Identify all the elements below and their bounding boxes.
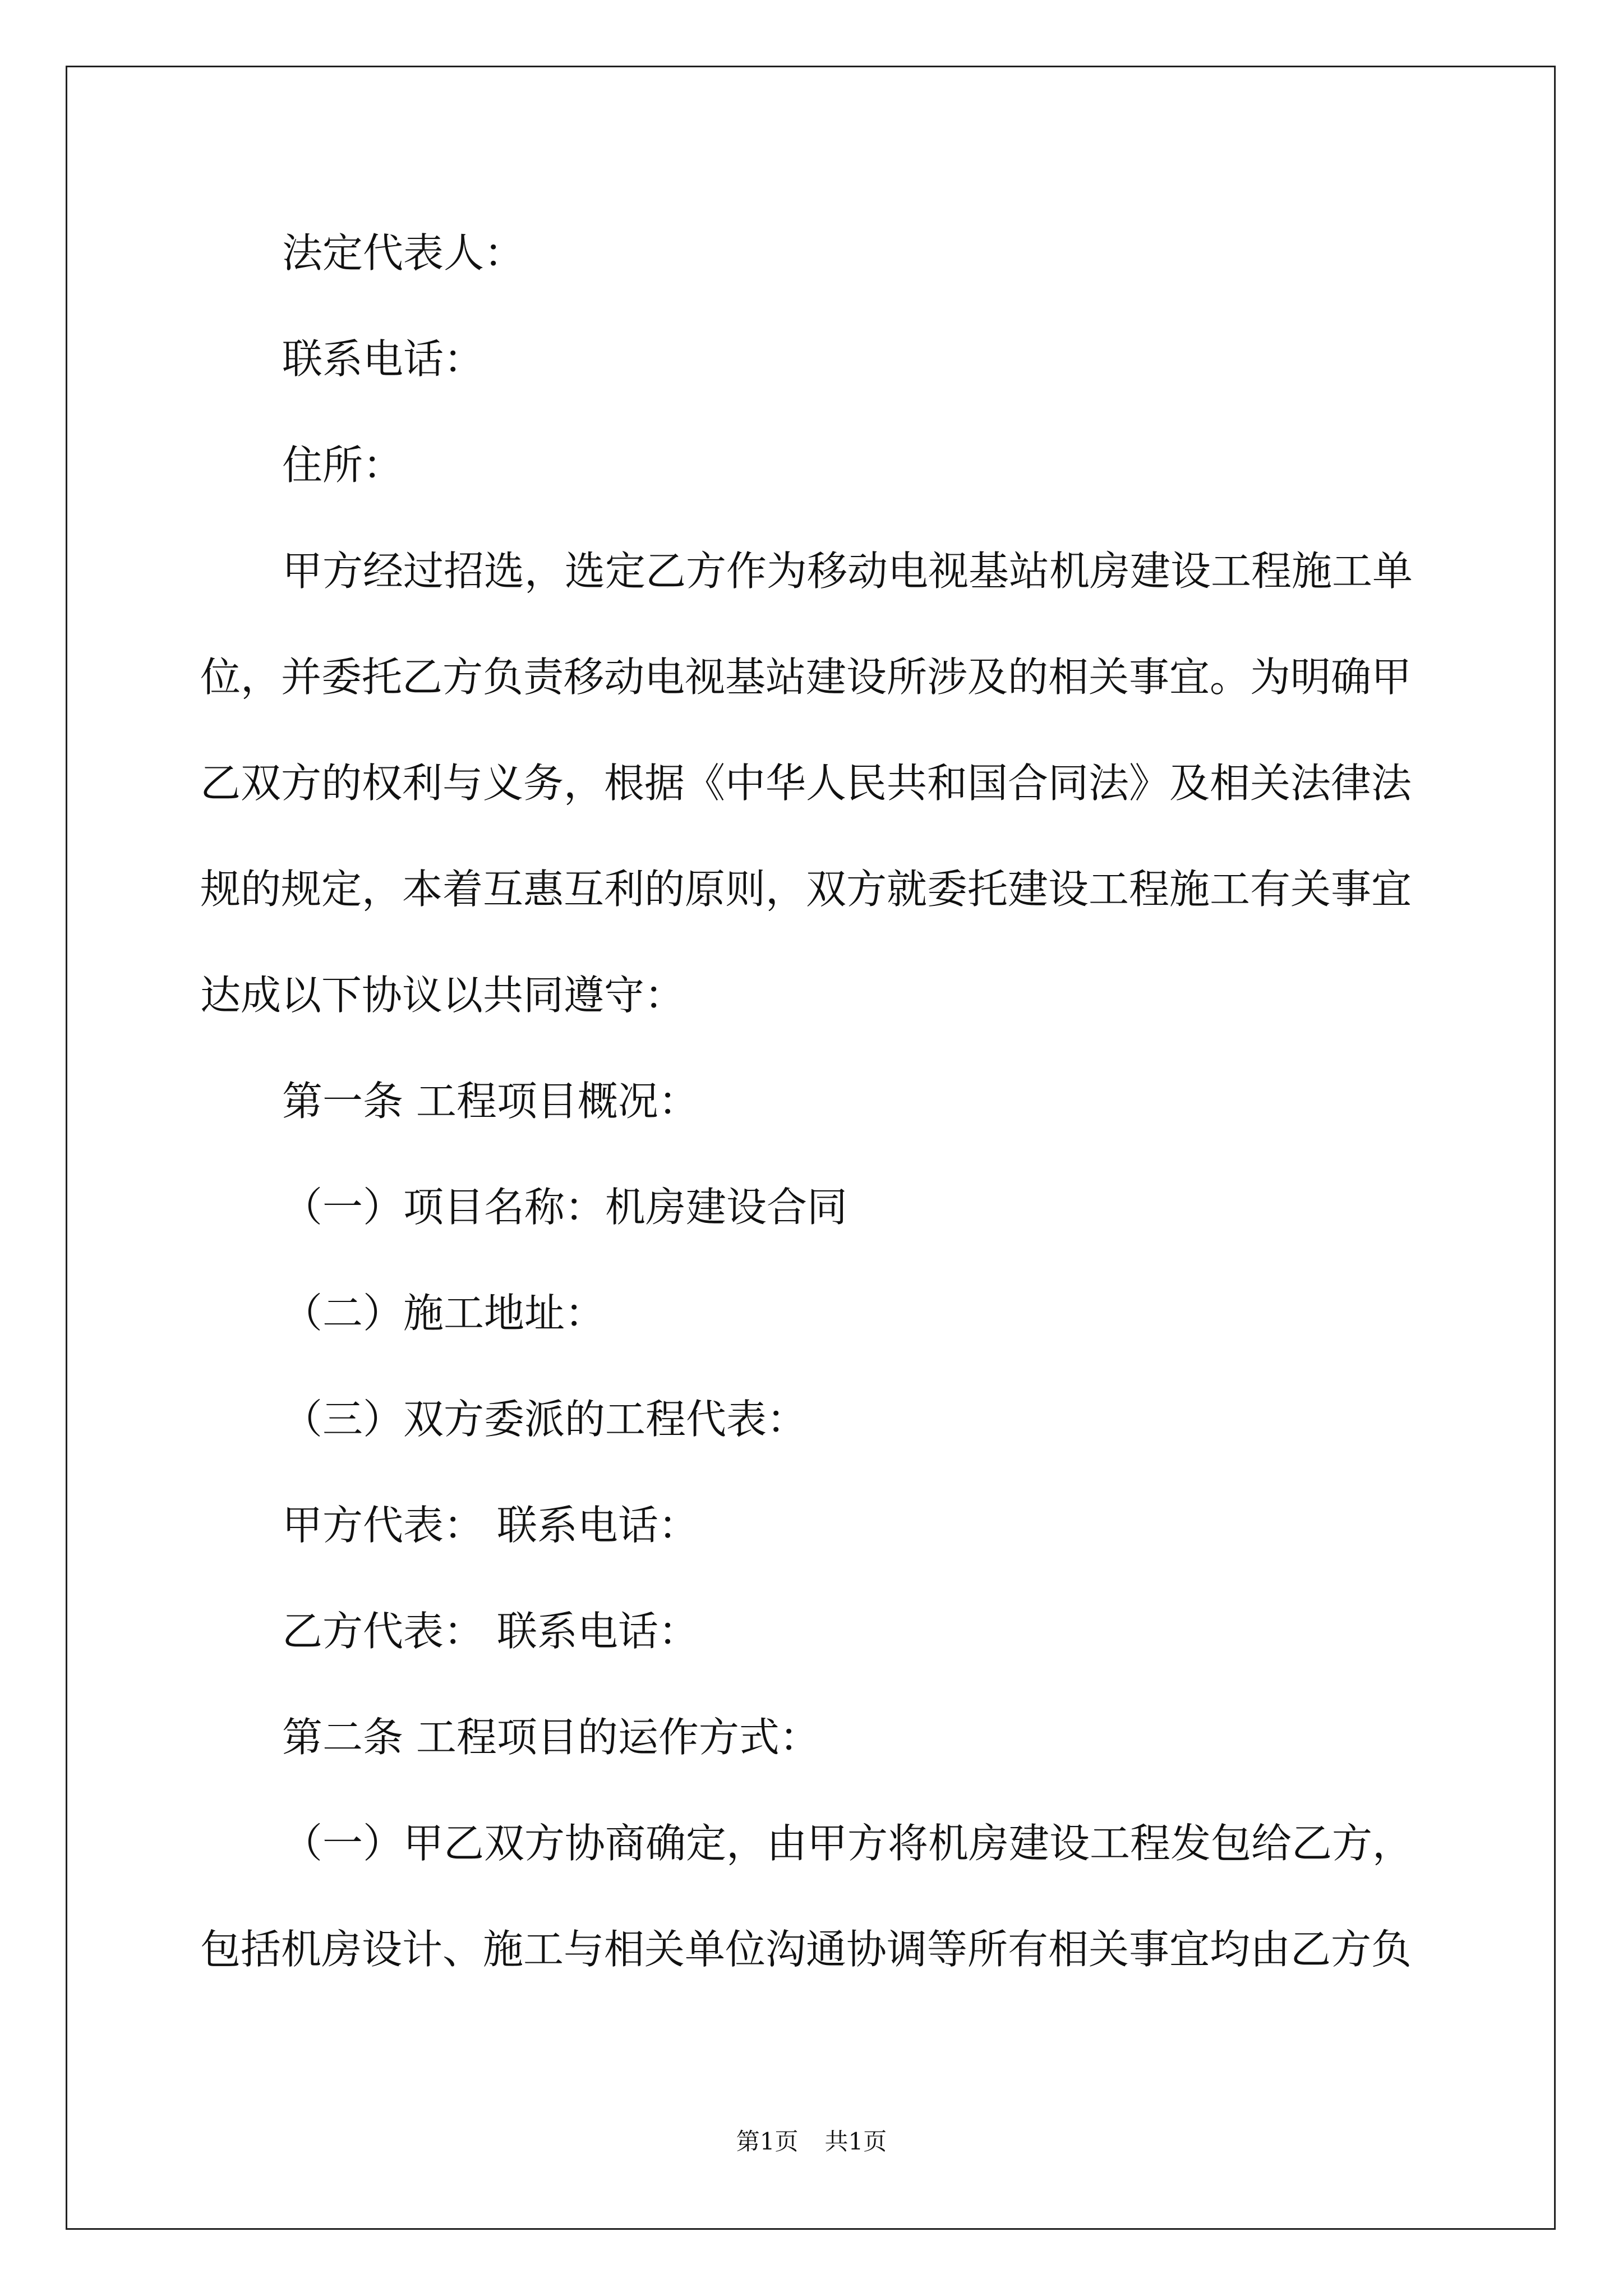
legal-representative-line: 法定代表人： (282, 229, 525, 277)
operation-clause-line: 包括机房设计、施工与相关单位沟通协调等所有相关事宜均由乙方负 (200, 1926, 1412, 1973)
contact-phone-line: 联系电话： (282, 335, 485, 383)
project-name-line: （一）项目名称：机房建设合同 (282, 1184, 848, 1231)
operation-clause-line: （一）甲乙双方协商确定，由甲方将机房建设工程发包给乙方， (282, 1820, 1413, 1867)
construction-address-line: （二）施工地址： (282, 1290, 606, 1337)
article-one-heading: 第一条 工程项目概况： (282, 1078, 699, 1125)
representatives-line: （三）双方委派的工程代表： (282, 1396, 808, 1443)
preamble-line: 乙双方的权利与义务，根据《中华人民共和国合同法》及相关法律法 (200, 760, 1412, 807)
preamble-line: 规的规定，本着互惠互利的原则，双方就委托建设工程施工有关事宜 (200, 866, 1412, 913)
page-number: 第1页 (736, 2128, 799, 2155)
page-total: 共1页 (824, 2128, 887, 2155)
party-b-representative-line: 乙方代表： 联系电话： (282, 1608, 699, 1655)
preamble-line: 达成以下协议以共同遵守： (200, 972, 685, 1019)
article-two-heading: 第二条 工程项目的运作方式： (282, 1714, 820, 1761)
page-footer (0, 2125, 1623, 2159)
address-line: 住所： (282, 441, 404, 489)
party-a-representative-line: 甲方代表： 联系电话： (282, 1502, 699, 1549)
preamble-line: 甲方经过招选，选定乙方作为移动电视基站机房建设工程施工单 (282, 547, 1413, 595)
preamble-line: 位，并委托乙方负责移动电视基站建设所涉及的相关事宜。为明确甲 (200, 654, 1412, 701)
document-body (200, 200, 1434, 2003)
